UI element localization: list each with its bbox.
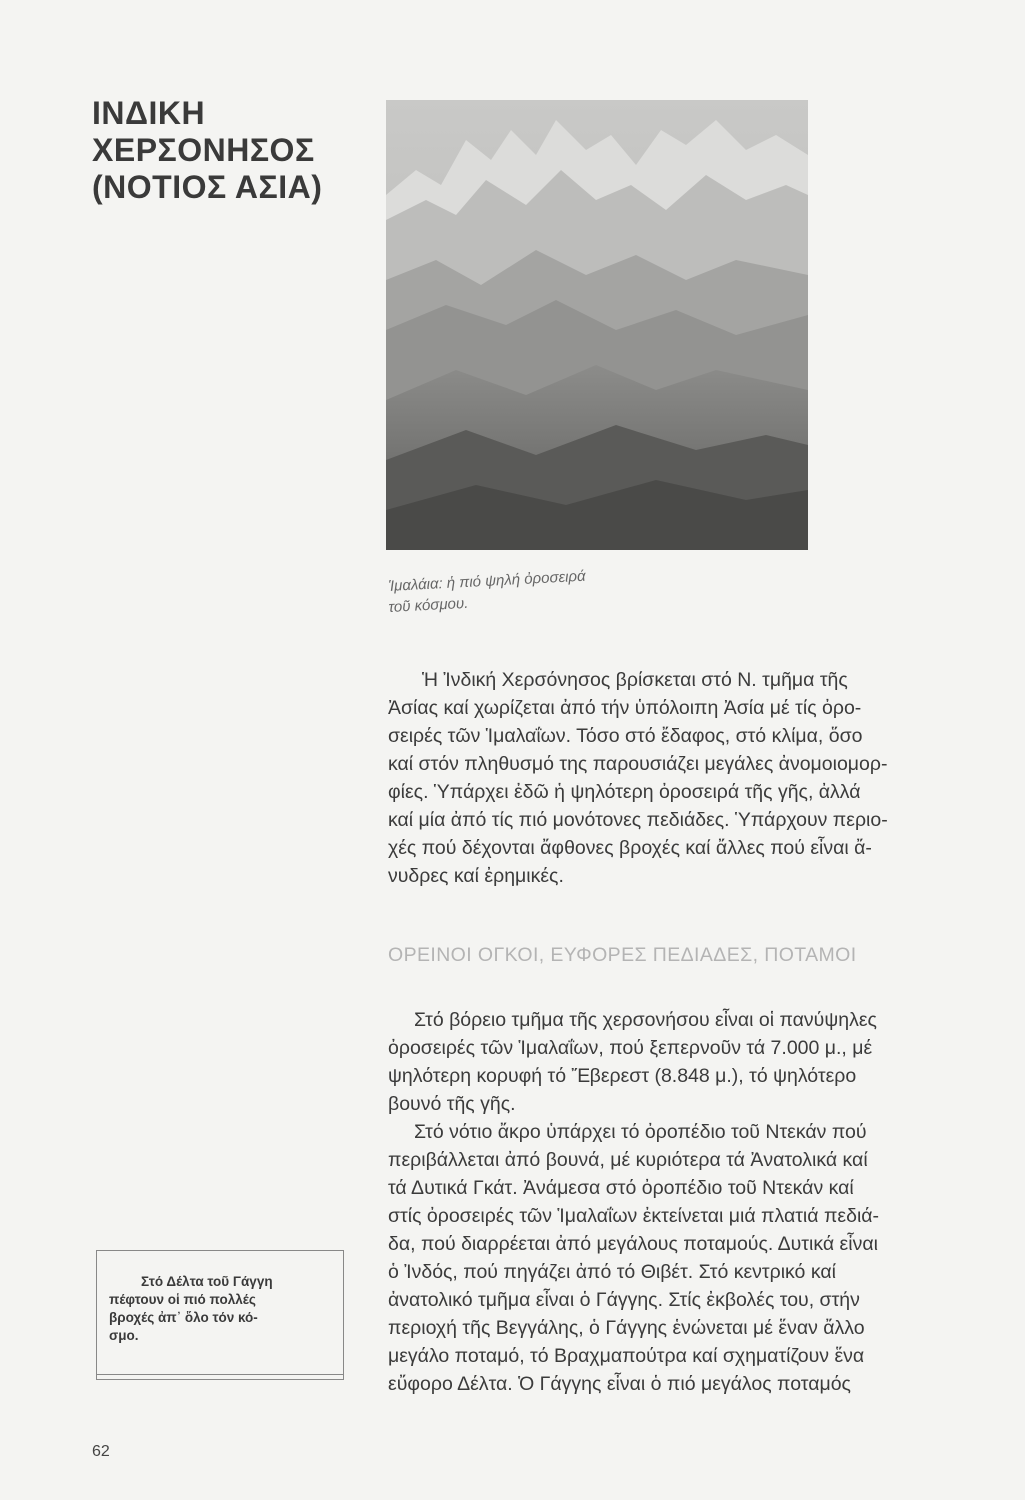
body-line: περιβάλλεται ἀπό βουνά, μέ κυριότερα τά Ἀνατολικά καί (388, 1149, 868, 1171)
intro-line: χές πού δέχονται ἄφθονες βροχές καί ἄλλες πού εἶναι ἄ- (388, 837, 872, 859)
intro-line: καί στόν πληθυσμό της παρουσιάζει μεγάλες ἀνομοιομορ- (388, 753, 888, 775)
himalaya-photo (386, 100, 808, 550)
body-line: στίς ὀροσειρές τῶν Ἱμαλαΐων ἐκτείνεται μιά πλατιά πεδιά- (388, 1205, 880, 1227)
caption-line: Ἱμαλάια: ἡ πιό ψηλή ὀροσειρά (388, 567, 586, 595)
sidebar-note-line: σμο. (109, 1328, 139, 1343)
body-line: ὀροσειρές τῶν Ἱμαλαΐων, πού ξεπερνοῦν τά 7.000 μ., μέ (388, 1037, 873, 1059)
body-line: εὔφορο Δέλτα. Ὁ Γάγγης εἶναι ὁ πιό μεγάλος ποταμός (388, 1373, 851, 1395)
body-line: ψηλότερη κορυφή τό Ἔβερεστ (8.848 μ.), τό ψηλότερο (388, 1065, 857, 1087)
body-paragraphs (388, 1006, 973, 1398)
intro-line: νυδρες καί ἐρημικές. (388, 865, 564, 887)
body-line: δα, πού διαρρέεται ἀπό μεγάλους ποταμούς. Δυτικά εἶναι (388, 1233, 878, 1255)
intro-line: Ἡ Ἰνδική Χερσόνησος βρίσκεται στό Ν. τμῆμα τῆς (422, 669, 848, 691)
body-line: Στό νότιο ἄκρο ὑπάρχει τό ὀροπέδιο τοῦ Ντεκάν πού (414, 1121, 867, 1143)
chapter-title (92, 95, 352, 206)
sidebar-note-line: πέφτουν οἱ πιό πολλές (109, 1292, 256, 1307)
section-heading: ΟΡΕΙΝΟΙ ΟΓΚΟΙ, ΕΥΦΟΡΕΣ ΠΕΔΙΑΔΕΣ, ΠΟΤΑΜΟΙ (388, 944, 857, 966)
page-number: 62 (92, 1443, 110, 1460)
chapter-title-line: ΙΝΔΙΚΗ (92, 95, 206, 131)
intro-line: καί μία ἀπό τίς πιό μονότονες πεδιάδες. Ὑπάρχουν περιο- (388, 809, 888, 831)
photo-caption (388, 567, 688, 618)
chapter-title-line: ΧΕΡΣΟΝΗΣΟΣ (92, 132, 315, 168)
sidebar-note-box (96, 1250, 344, 1380)
caption-line: τοῦ κόσμου. (388, 594, 469, 616)
sidebar-note (109, 1273, 339, 1345)
intro-paragraph (388, 666, 973, 890)
sidebar-note-line: Στό Δέλτα τοῦ Γάγγη (141, 1274, 273, 1289)
body-line: ὁ Ἰνδός, πού πηγάζει ἀπό τό Θιβέτ. Στό κεντρικό καί (388, 1261, 836, 1283)
sidebar-note-line: βροχές ἀπ᾿ ὅλο τόν κό- (109, 1310, 258, 1325)
intro-line: φίες. Ὑπάρχει ἐδῶ ἡ ψηλότερη ὀροσειρά τῆς γῆς, ἀλλά (388, 781, 861, 803)
body-line: βουνό τῆς γῆς. (388, 1093, 516, 1115)
body-line: ἀνατολικό τμῆμα εἶναι ὁ Γάγγης. Στίς ἐκβολές του, στήν (388, 1289, 860, 1311)
chapter-title-line: (ΝΟΤΙΟΣ ΑΣΙΑ) (92, 169, 323, 205)
body-line: περιοχή τῆς Βεγγάλης, ὁ Γάγγης ἑνώνεται μέ ἕναν ἄλλο (388, 1317, 865, 1339)
body-line: μεγάλο ποταμό, τό Βραχμαπούτρα καί σχηματίζουν ἕνα (388, 1345, 865, 1367)
body-line: Στό βόρειο τμῆμα τῆς χερσονήσου εἶναι οἱ πανύψηλες (414, 1009, 877, 1031)
intro-line: Ἀσίας καί χωρίζεται ἀπό τήν ὑπόλοιπη Ἀσία μέ τίς ὀρο- (388, 697, 862, 719)
body-line: τά Δυτικά Γκάτ. Ἀνάμεσα στό ὀροπέδιο τοῦ Ντεκάν καί (388, 1177, 854, 1199)
intro-line: σειρές τῶν Ἱμαλαΐων. Τόσο στό ἔδαφος, στό κλίμα, ὅσο (388, 725, 863, 747)
